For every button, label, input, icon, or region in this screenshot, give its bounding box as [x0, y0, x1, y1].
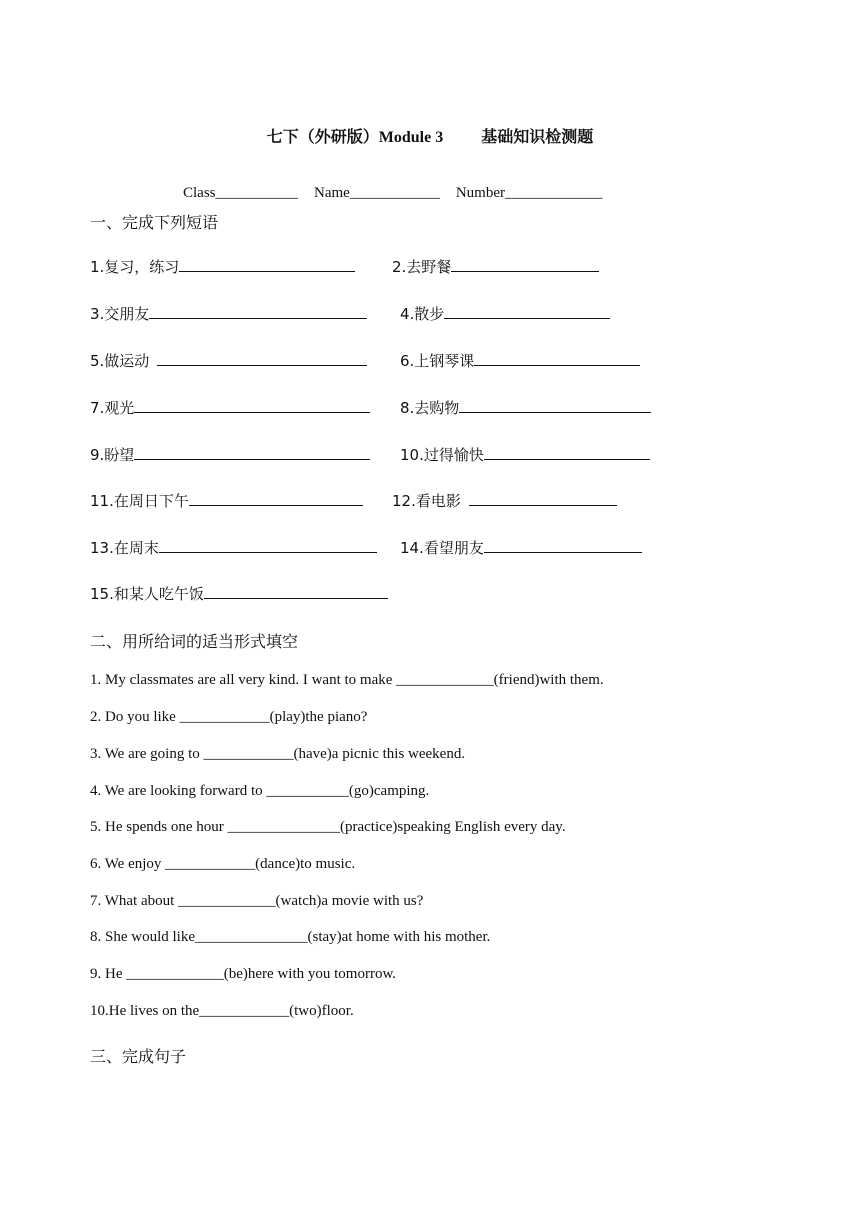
- sentence-item: 9. He _____________(be)here with you tomorrow.: [90, 966, 397, 982]
- phrase-item: 14.看望朋友: [400, 537, 642, 558]
- answer-blank[interactable]: [459, 398, 651, 413]
- title-main: 七下（外研版）Module 3: [266, 129, 444, 146]
- answer-blank[interactable]: [134, 398, 370, 413]
- section-heading-2: 二、用所给词的适当形式填空: [90, 632, 299, 651]
- sentence-item: 3. We are going to ____________(have)a picnic this weekend.: [90, 746, 466, 762]
- sentence-item: 6. We enjoy ____________(dance)to music.: [90, 856, 356, 872]
- title-sub: 基础知识检测题: [481, 129, 594, 146]
- phrase-item: 13.在周末: [90, 537, 377, 558]
- sentence-item: 8. She would like_______________(stay)at home with his mother.: [90, 929, 491, 945]
- answer-blank[interactable]: [204, 584, 388, 599]
- answer-blank[interactable]: [484, 445, 650, 460]
- phrase-item: 6.上钢琴课: [400, 350, 640, 371]
- phrase-item: 5.做运动: [90, 350, 367, 371]
- student-info-line: [168, 168, 619, 219]
- answer-blank[interactable]: [444, 304, 610, 319]
- phrase-item: 11.在周日下午: [90, 490, 363, 511]
- page-title: [0, 124, 860, 147]
- phrase-item: 4.散步: [400, 303, 610, 324]
- sentence-item: 5. He spends one hour _______________(practice)speaking English every day.: [90, 819, 566, 835]
- sentence-item: 4. We are looking forward to ___________(go)camping.: [90, 783, 430, 799]
- phrase-item: 9.盼望: [90, 444, 370, 465]
- answer-blank[interactable]: [469, 491, 617, 506]
- sentence-item: 1. My classmates are all very kind. I want to make _____________(friend)with them.: [90, 672, 604, 688]
- answer-blank[interactable]: [134, 445, 370, 460]
- class-field[interactable]: Class___________: [183, 185, 299, 201]
- answer-blank[interactable]: [189, 491, 363, 506]
- answer-blank[interactable]: [179, 257, 355, 272]
- answer-blank[interactable]: [149, 304, 367, 319]
- answer-blank[interactable]: [451, 257, 599, 272]
- section-heading-1: 一、完成下列短语: [90, 213, 219, 232]
- sentence-item: 7. What about _____________(watch)a movie with us?: [90, 893, 424, 909]
- phrase-item: 7.观光: [90, 397, 370, 418]
- sentence-item: 2. Do you like ____________(play)the piano?: [90, 709, 368, 725]
- phrase-item: 10.过得愉快: [400, 444, 650, 465]
- name-field[interactable]: Name____________: [314, 185, 440, 201]
- phrase-item: 12.看电影: [392, 490, 617, 511]
- phrase-item: 1.复习，练习: [90, 256, 355, 277]
- section-heading-3: 三、完成句子: [90, 1047, 187, 1066]
- answer-blank[interactable]: [159, 538, 377, 553]
- number-field[interactable]: Number_____________: [455, 185, 603, 201]
- phrase-item: 2.去野餐: [392, 256, 599, 277]
- answer-blank[interactable]: [157, 351, 367, 366]
- sentence-item: 10.He lives on the____________(two)floor.: [90, 1003, 354, 1019]
- answer-blank[interactable]: [484, 538, 642, 553]
- phrase-item: 15.和某人吃午饭: [90, 583, 388, 604]
- phrase-item: 8.去购物: [400, 397, 651, 418]
- answer-blank[interactable]: [474, 351, 640, 366]
- phrase-item: 3.交朋友: [90, 303, 367, 324]
